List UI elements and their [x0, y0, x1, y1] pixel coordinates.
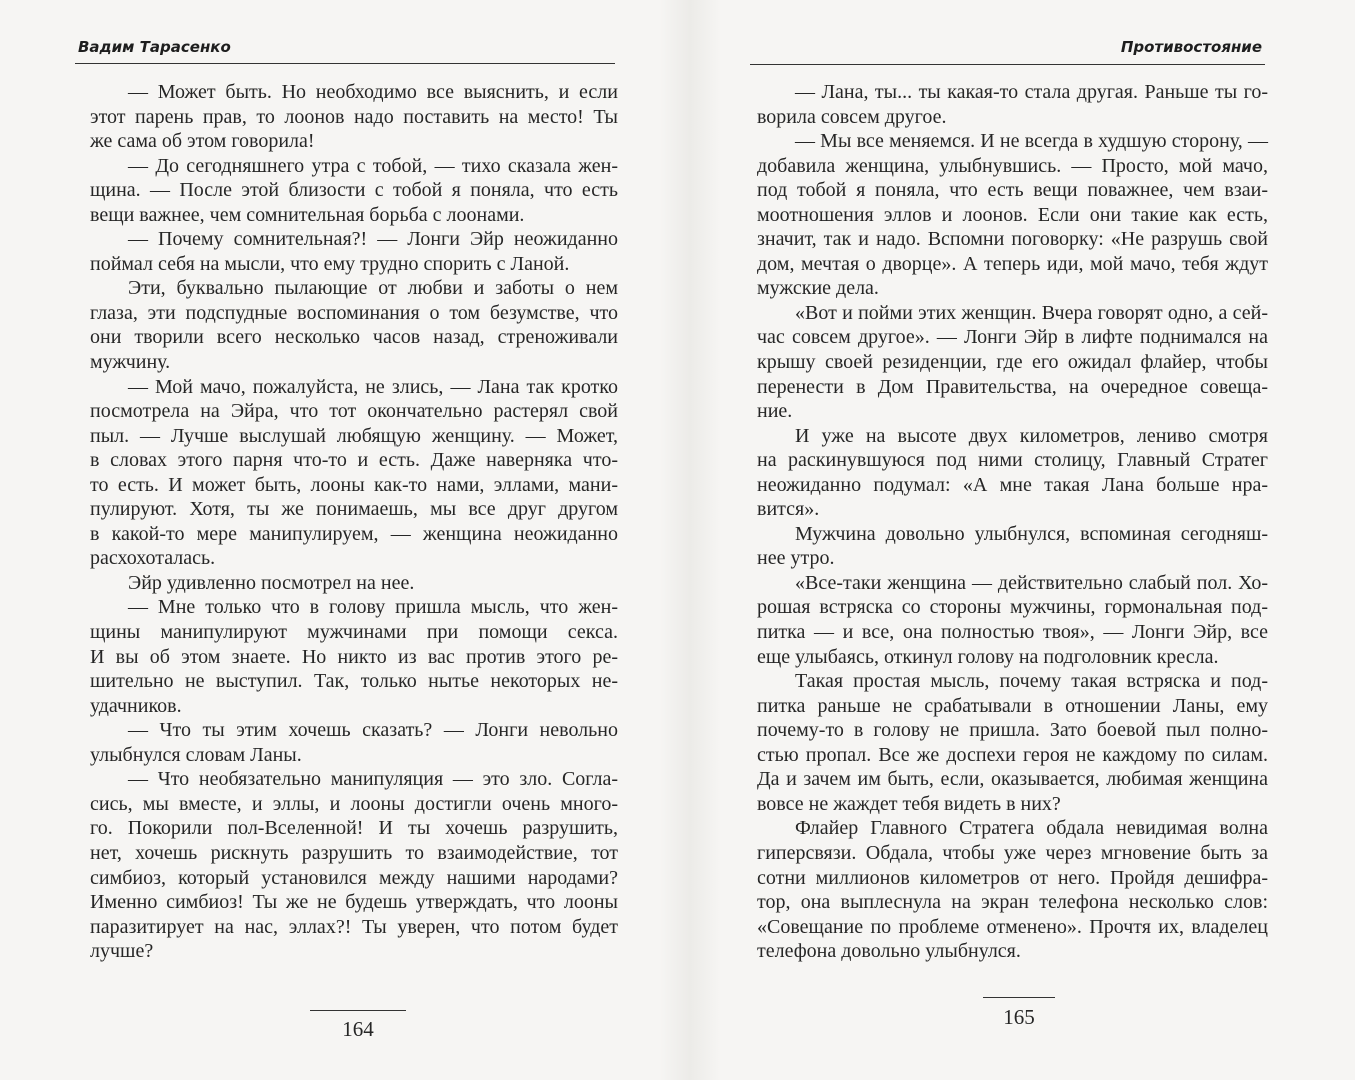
text-line: в какой-то мере манипулируем, — женщина неожиданно	[90, 522, 618, 545]
text-line: «Совещание по проблеме отменено». Прочтя их, владелец	[757, 915, 1268, 938]
text-line: паразитирует на нас, эллах?! Ты уверен, что потом будет	[90, 915, 618, 938]
text-line: — Мой мачо, пожалуйста, не злись, — Лана так кротко	[128, 375, 618, 398]
text-line: щина. — После этой близости с тобой я поняла, что есть	[90, 179, 618, 202]
footer-rule	[310, 1010, 406, 1011]
text-line: симбиоз, который установился между нашими народами?	[90, 866, 618, 889]
text-line: телефона довольно улыбнулся.	[757, 940, 1021, 963]
text-line: рошая встряска со стороны мужчины, гормональная под-	[757, 596, 1268, 619]
text-line: — Что необязательно манипуляция — это зло. Согла-	[128, 768, 618, 791]
text-line: стью пропал. Все же доспехи героя не каждому по силам.	[757, 743, 1268, 766]
text-line: вится».	[757, 498, 820, 521]
text-line: под тобой я поняла, что есть вещи поважнее, чем взаи-	[757, 179, 1268, 202]
text-line: сись, мы вместе, и эллы, и лооны достигли очень много-	[90, 792, 618, 815]
text-line: «Все-таки женщина — действительно слабый пол. Хо-	[795, 571, 1268, 594]
text-line: щины манипулируют мужчинами при помощи секса.	[90, 621, 618, 644]
text-line: дом, мечтая о дворце». А теперь иди, мой мачо, тебя ждут	[757, 252, 1268, 275]
text-line: нее утро.	[757, 547, 835, 570]
text-line: — Почему сомнительная?! — Лонги Эйр неожиданно	[128, 228, 618, 251]
text-line: «Вот и пойми этих женщин. Вчера говорят одно, а сей-	[795, 301, 1268, 324]
text-line: — Может быть. Но необходимо все выяснить, и если	[128, 81, 618, 103]
text-line: Такая простая мысль, почему такая встряска и под-	[795, 670, 1268, 693]
text-line: удачников.	[90, 694, 182, 717]
text-line: час совсем другое». — Лонги Эйр в лифте поднимался на	[757, 326, 1268, 349]
book-gutter	[660, 0, 720, 1080]
text-line: глаза, эти подспудные воспоминания о том безумстве, что	[90, 301, 618, 324]
text-line: добавила женщина, улыбнувшись. — Просто, мой мачо,	[757, 154, 1268, 177]
footer-rule	[983, 997, 1055, 998]
text-line: посмотрела на Эйра, что тот окончательно растерял свой	[90, 400, 618, 423]
text-line: в словах этого парня что-то и есть. Даже наверняка что-	[90, 449, 618, 472]
text-line: — До сегодняшнего утра с тобой, — тихо сказала жен-	[128, 154, 618, 177]
text-line: го. Покорили пол-Вселенной! И ты хочешь разрушить,	[90, 817, 618, 840]
text-line: крышу своей резиденции, где его ожидал флайер, чтобы	[757, 351, 1268, 374]
text-line: же сама об этом говорила!	[90, 130, 315, 153]
text-line: они творили всего несколько часов назад, стреноживали	[90, 326, 618, 349]
text-line: ворила совсем другое.	[757, 105, 947, 128]
text-line: значит, так и надо. Вспомни поговорку: «Не разрушь свой	[757, 228, 1268, 251]
header-rule	[75, 63, 615, 64]
page-body-text	[757, 80, 1268, 964]
text-line: Именно симбиоз! Ты же не будешь утверждать, что лооны	[90, 891, 618, 914]
text-line: поймал себя на мысли, что ему трудно спорить с Ланой.	[90, 252, 570, 275]
text-line: пулируют. Хотя, ты же понимаешь, мы все друг другом	[90, 498, 618, 521]
text-line: вовсе не жаждет тебя видеть в них?	[757, 792, 1061, 815]
text-line: — Мы все меняемся. И не всегда в худшую сторону, —	[795, 130, 1268, 153]
text-line: Эйр удивленно посмотрел на нее.	[128, 571, 415, 594]
text-line: пыл. — Лучше выслушай любящую женщину. — Может,	[90, 424, 618, 447]
text-line: — Что ты этим хочешь сказать? — Лонги невольно	[128, 719, 618, 742]
page-body-text	[90, 80, 618, 964]
text-line: Эти, буквально пылающие от любви и заботы о нем	[128, 277, 618, 300]
text-line: сотни миллионов километров от него. Пройдя дешифра-	[757, 866, 1268, 889]
text-line: моотношения эллов и лоонов. Если они такие как есть,	[757, 203, 1268, 226]
text-line: — Лана, ты... ты какая-то стала другая. Раньше ты го-	[795, 81, 1268, 103]
page-number: 165	[1003, 1005, 1035, 1029]
text-line: улыбнулся словам Ланы.	[90, 743, 302, 766]
text-line: тор, она выплеснула на экран телефона несколько слов:	[757, 891, 1268, 914]
running-head-author: Вадим Тарасенко	[78, 38, 231, 56]
text-line: Да и зачем им быть, если, оказывается, любимая женщина	[757, 768, 1268, 791]
text-line: мужчину.	[90, 351, 171, 374]
text-line: лучше?	[90, 940, 154, 963]
text-line: питка раньше не срабатывали в отношении Ланы, ему	[757, 694, 1268, 717]
text-line: гиперсвязи. Обдала, чтобы уже через мгновение быть за	[757, 841, 1268, 864]
text-line: на раскинувшуюся под ними столицу, Главный Стратег	[757, 449, 1268, 472]
text-line: перенести в Дом Правительства, на очередное совеща-	[757, 375, 1268, 398]
text-line: неожиданно подумал: «А мне такая Лана больше нра-	[757, 473, 1268, 496]
text-line: ние.	[757, 400, 793, 423]
text-line: шительно не выступил. Так, только нытье некоторых не-	[90, 670, 618, 693]
text-line: вещи важнее, чем сомнительная борьба с лоонами.	[90, 203, 525, 226]
text-line: почему-то в голову не пришла. Зато боевой пыл полно-	[757, 719, 1268, 742]
text-line: мужские дела.	[757, 277, 879, 300]
text-line: еще улыбаясь, откинул голову на подголовник кресла.	[757, 645, 1219, 668]
text-line: расхохоталась.	[90, 547, 216, 570]
running-head-title: Противостояние	[1120, 38, 1262, 56]
header-rule	[750, 64, 1265, 65]
text-line: этот парень прав, то лоонов надо поставить на место! Ты	[90, 105, 618, 128]
text-line: И вы об этом знаете. Но никто из вас против этого ре-	[90, 645, 618, 668]
page-number: 164	[342, 1017, 374, 1041]
text-line: нет, хочешь рискнуть разрушить то взаимодействие, тот	[90, 841, 618, 864]
text-line: — Мне только что в голову пришла мысль, что жен-	[128, 596, 618, 619]
text-line: Флайер Главного Стратега обдала невидимая волна	[795, 817, 1268, 840]
text-line: то есть. И может быть, лооны как-то нами, эллами, мани-	[90, 473, 618, 496]
text-line: питка — и все, она полностью твоя», — Лонги Эйр, все	[757, 621, 1268, 644]
text-line: Мужчина довольно улыбнулся, вспоминая сегодняш-	[795, 522, 1268, 545]
text-line: И уже на высоте двух километров, лениво смотря	[795, 424, 1268, 447]
